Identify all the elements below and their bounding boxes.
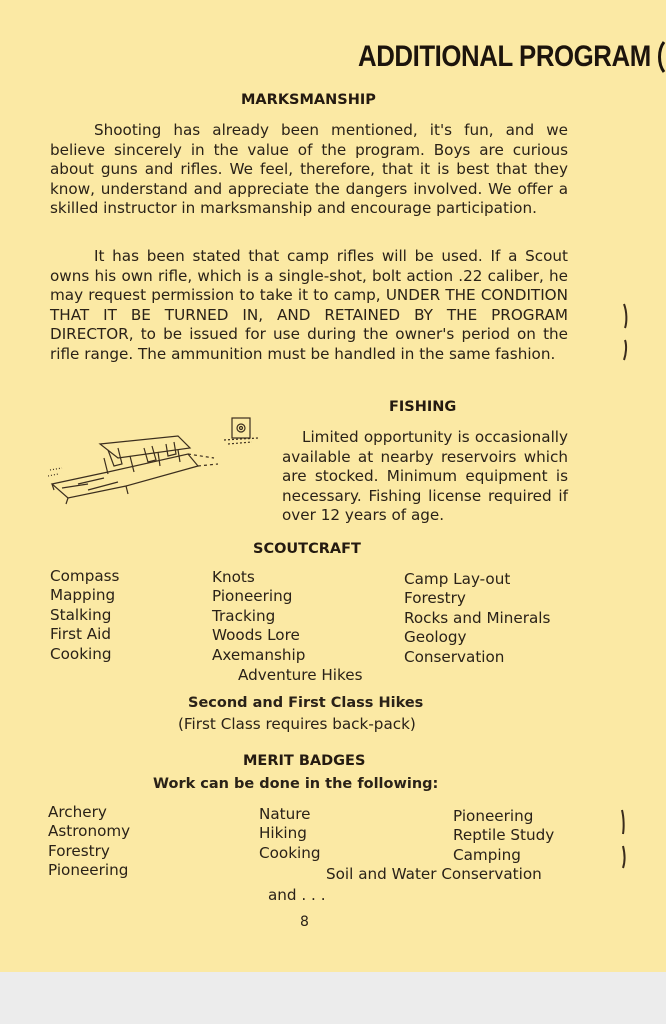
list-item: Cooking <box>259 843 321 862</box>
marksmanship-paragraph-2 <box>50 247 568 364</box>
list-item: Archery <box>48 803 107 821</box>
scoutcraft-extra-item: Adventure Hikes <box>238 666 363 684</box>
list-item: First Aid <box>50 625 112 644</box>
list-item: Nature <box>259 805 311 823</box>
margin-mark <box>616 808 630 872</box>
scoutcraft-column-3 <box>404 570 550 667</box>
fishing-text: Limited opportunity is occasionally available at nearby reservoirs which are stocked. Minimum equipment is necessary. Fishing license required if over 12 years of age. <box>282 428 568 524</box>
list-item: Cooking <box>50 644 112 663</box>
list-item: Tracking <box>212 606 276 625</box>
campsite-sketch-illustration <box>48 414 264 506</box>
list-item: Camping <box>453 845 521 864</box>
merit-badges-subheading: Work can be done in the following: <box>153 776 439 792</box>
merit-badges-column-2 <box>259 805 320 863</box>
list-item: Rocks and Minerals <box>404 608 551 627</box>
scoutcraft-column-1 <box>50 567 119 664</box>
list-item: Camp Lay-out <box>404 570 511 588</box>
marksmanship-paragraph-1 <box>50 121 568 219</box>
page-number: 8 <box>300 914 309 930</box>
list-item: Forestry <box>48 841 110 860</box>
list-item: Forestry <box>404 589 466 608</box>
list-item: Pioneering <box>453 807 534 825</box>
merit-badges-column-1 <box>48 803 130 881</box>
marksmanship-heading: MARKSMANSHIP <box>241 92 376 108</box>
list-item: Mapping <box>50 586 116 605</box>
hikes-title: Second and First Class Hikes <box>188 695 424 711</box>
list-item: Woods Lore <box>212 626 300 645</box>
fishing-heading: FISHING <box>389 399 457 415</box>
scan-background <box>0 972 666 1024</box>
fishing-paragraph <box>282 428 568 526</box>
merit-badges-column-3 <box>453 807 554 865</box>
list-item: Conservation <box>404 647 505 666</box>
marksmanship-paragraph-2-text: It has been stated that camp rifles will be used. If a Scout owns his own rifle, which is a single-shot, bolt action .22 caliber, he may request permission to take it to camp, UNDER THE CONDITION THAT IT BE TURNED IN, AND RETAINED BY THE PROGRAM DIRECTOR, to be issued for use during the owner's period on the rifle range. The ammunition must be handled in the same fashion. <box>50 247 568 363</box>
list-item: Knots <box>212 568 255 586</box>
scoutcraft-column-2 <box>212 568 305 665</box>
marksmanship-paragraph-1-text: Shooting has already been mentioned, it's fun, and we believe sincerely in the value of the program. Boys are curious about guns and rifles. We feel, therefore, that it is best that they know, understand and appreciate the dangers involved. We offer a skilled instructor in marksmanship and encourage participation. <box>50 121 568 217</box>
margin-mark <box>618 300 632 364</box>
hikes-note: (First Class requires back-pack) <box>178 715 416 733</box>
list-item: Compass <box>50 567 120 585</box>
list-item: Hiking <box>259 824 307 843</box>
merit-badges-extra-item: Soil and Water Conservation <box>326 865 542 883</box>
merit-badges-closing: and . . . <box>268 886 326 904</box>
list-item: Reptile Study <box>453 826 555 845</box>
list-item: Stalking <box>50 605 112 624</box>
header-edge-glyph <box>654 40 666 74</box>
list-item: Pioneering <box>48 861 129 880</box>
list-item: Geology <box>404 628 467 647</box>
list-item: Pioneering <box>212 587 293 606</box>
list-item: Astronomy <box>48 822 131 841</box>
list-item: Axemanship <box>212 645 306 664</box>
scoutcraft-heading: SCOUTCRAFT <box>253 541 361 557</box>
merit-badges-heading: MERIT BADGES <box>243 753 366 769</box>
page-header-title: ADDITIONAL PROGRAM <box>358 40 651 73</box>
